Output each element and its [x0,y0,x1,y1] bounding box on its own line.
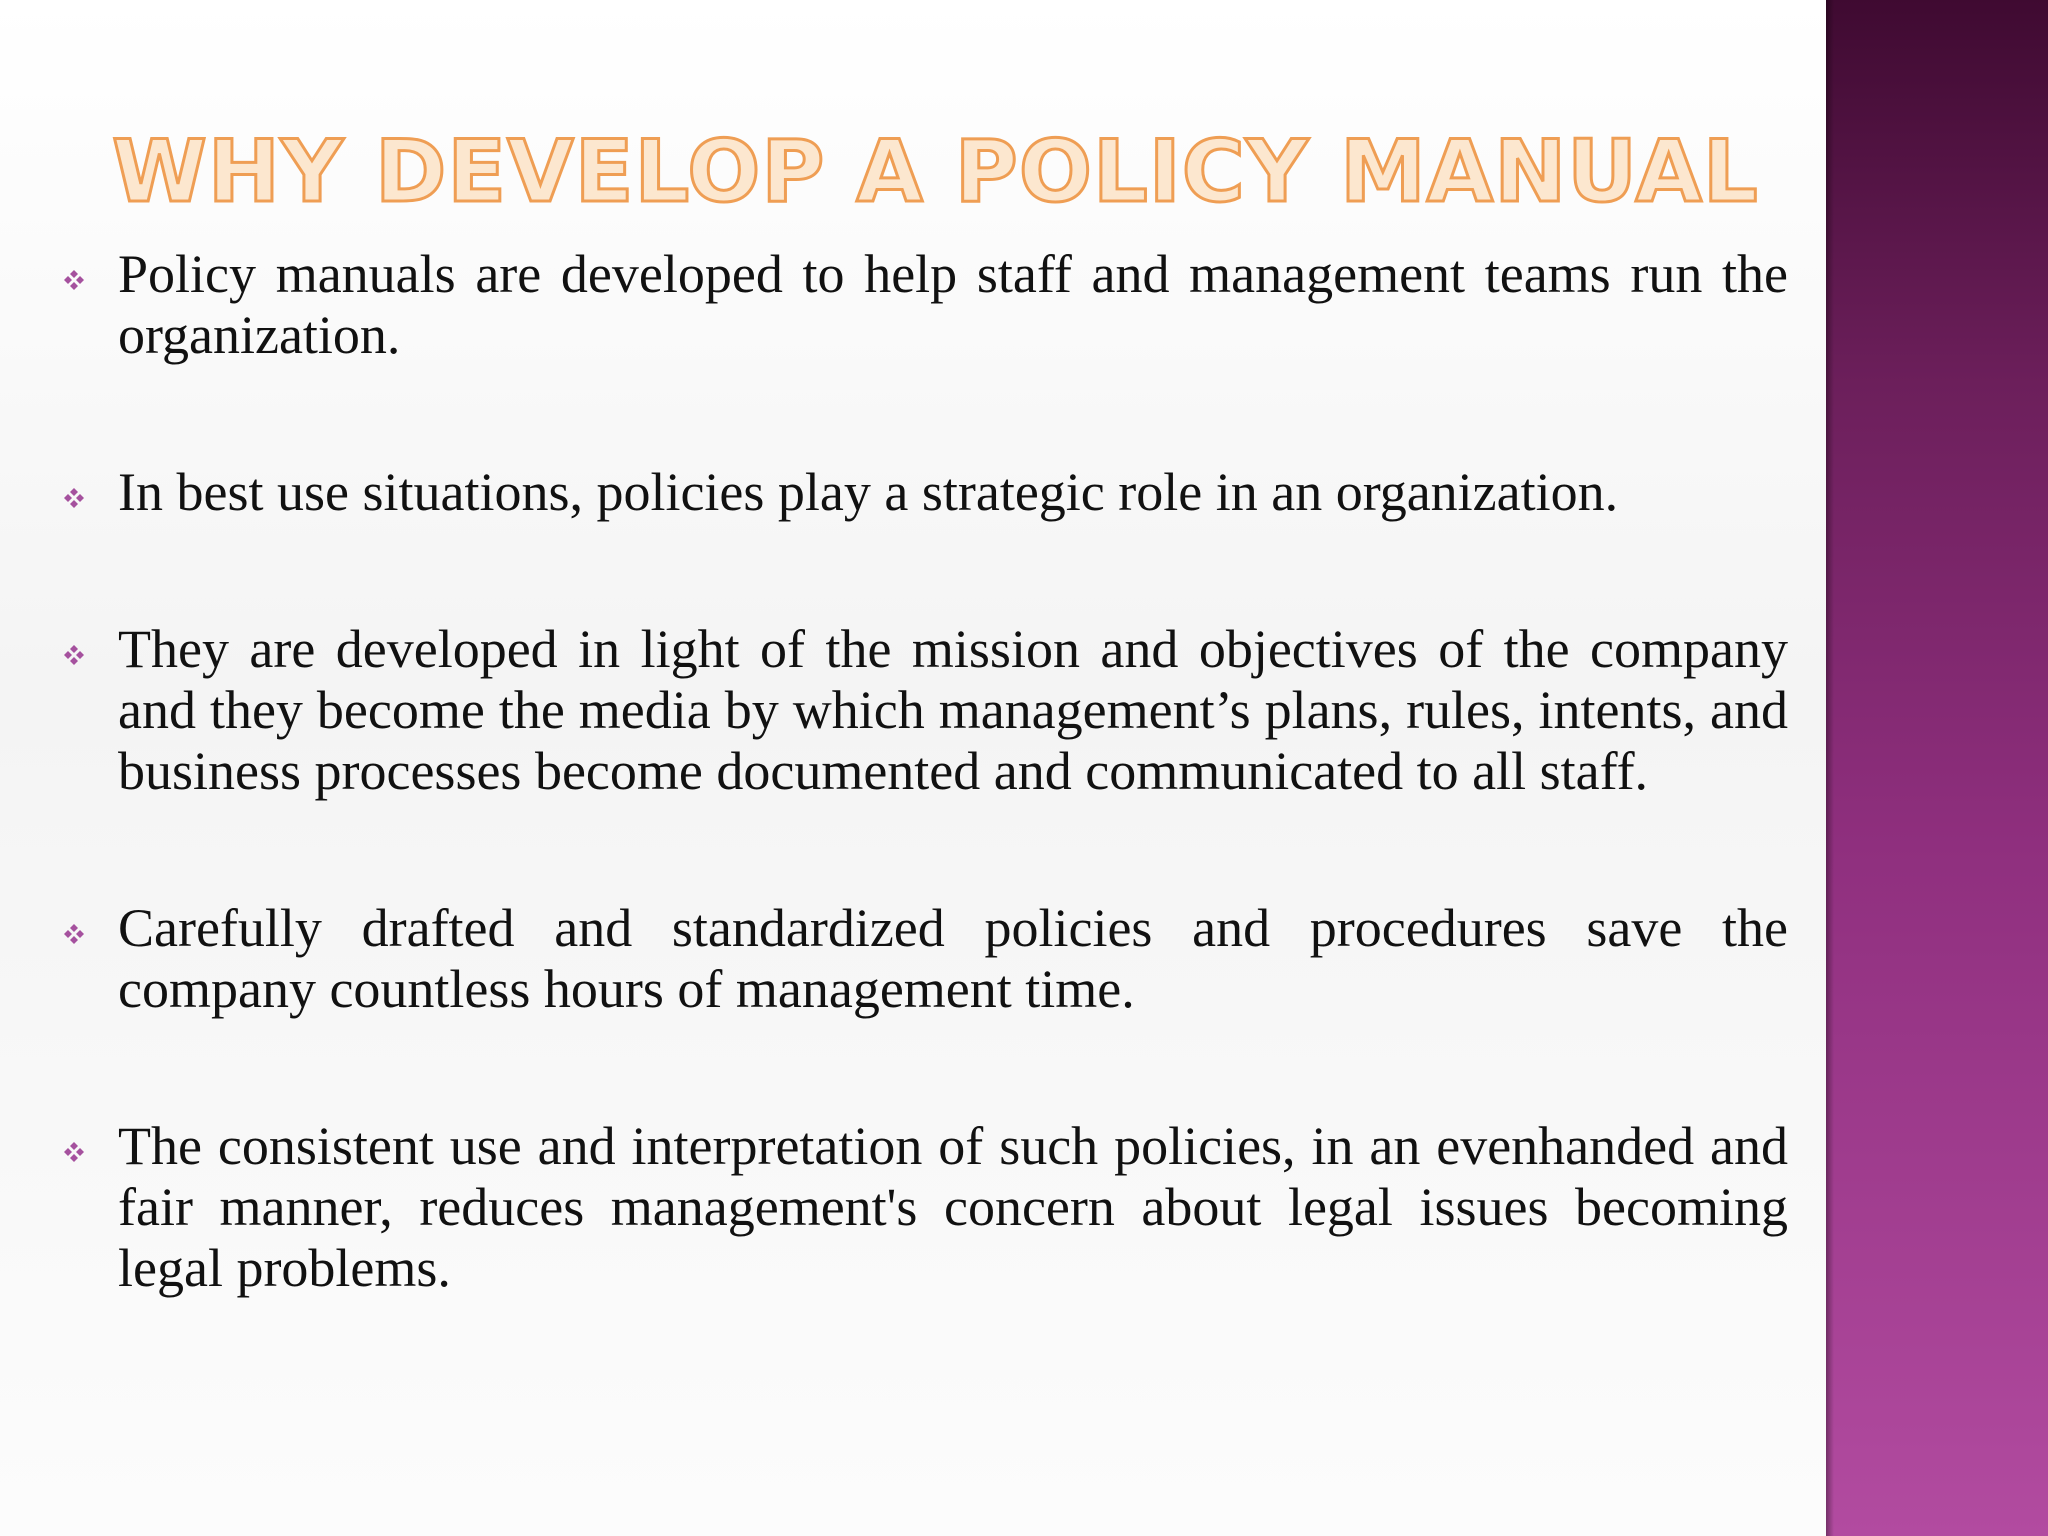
bullet-list [56,244,1788,1299]
bullet-item-1 [56,244,1788,366]
bullet-text: In best use situations, policies play a strategic role in an organization. [118,462,1619,522]
four-diamond-bullet-icon [62,922,86,946]
bullet-text: Carefully drafted and standardized policies and procedures save the company countless hours of management time. [118,898,1788,1019]
bullet-text: They are developed in light of the mission and objectives of the company and they become the media by which management’s plans, rules, intents, and business processes become documented and communicated to all staff. [118,619,1788,801]
four-diamond-bullet-icon [62,486,86,510]
four-diamond-bullet-icon [62,643,86,667]
bullet-item-3 [56,619,1788,802]
bullet-item-5 [56,1116,1788,1299]
bullet-item-2 [56,462,1788,523]
four-diamond-bullet-icon [62,1140,86,1164]
bullet-text: The consistent use and interpretation of such policies, in an evenhanded and fair manner, reduces management's concern about legal issues becoming legal problems. [118,1116,1788,1298]
bullet-text: Policy manuals are developed to help staff and management teams run the organization. [118,244,1788,365]
side-gradient-panel [1826,0,2048,1536]
four-diamond-bullet-icon [62,268,86,292]
slide-title: WHY DEVELOP A POLICY MANUAL [112,122,1759,222]
bullet-item-4 [56,898,1788,1020]
